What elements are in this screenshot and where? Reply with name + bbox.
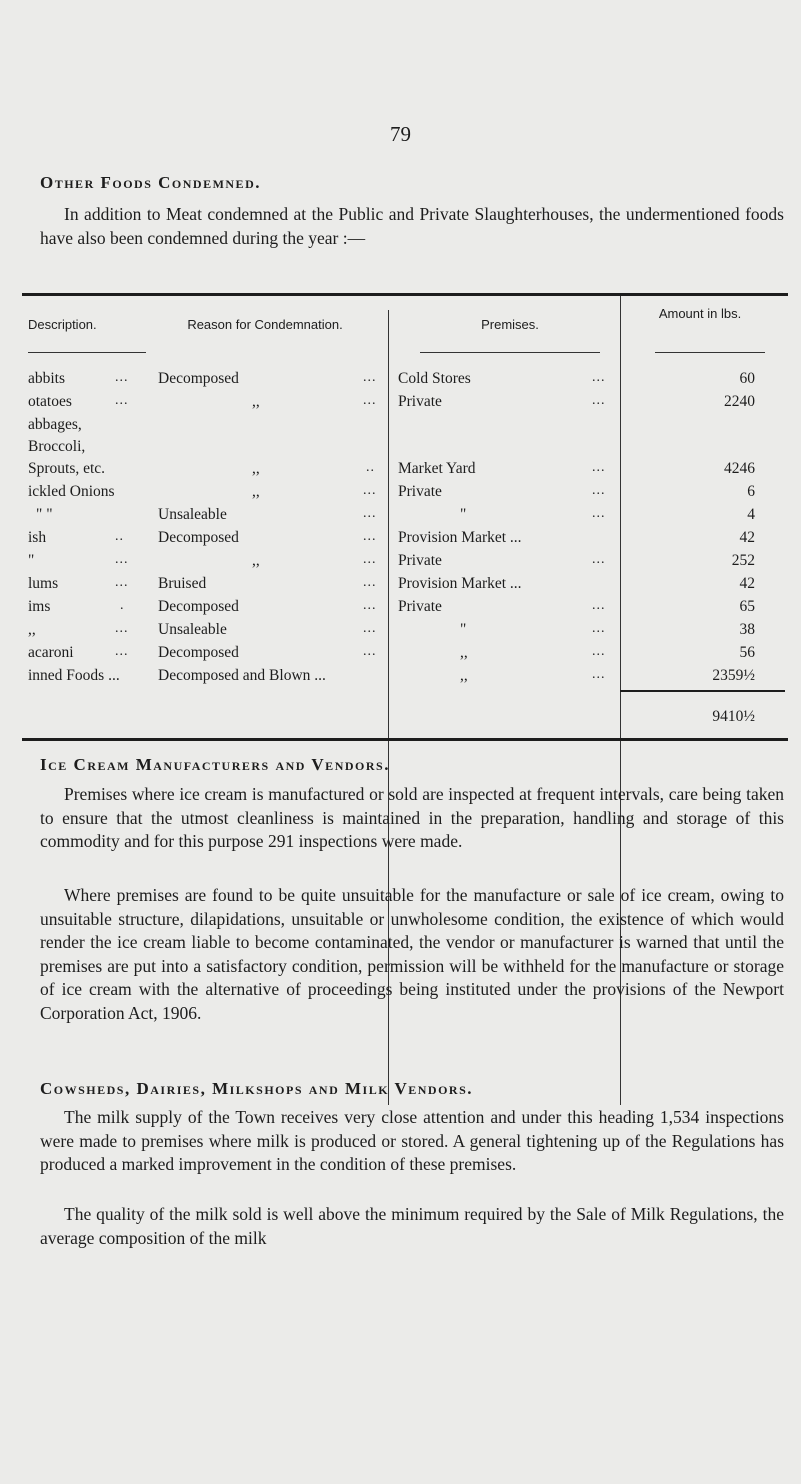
- table-row-amount: 6: [747, 483, 755, 500]
- table-row-reason: ,,: [252, 460, 260, 477]
- table-total: 9410½: [712, 708, 755, 725]
- table-row-reason: ,,: [252, 483, 260, 500]
- leader-dots: ...: [592, 393, 606, 408]
- total-rule: [620, 690, 785, 692]
- table-row-description: Sprouts, etc.: [28, 460, 106, 477]
- table-row-premises: ": [460, 621, 467, 638]
- header-reason: Reason for Condemnation.: [187, 317, 343, 332]
- header-description: Description.: [28, 317, 97, 332]
- table-row-description: lums: [28, 575, 59, 592]
- table-row-description: ims: [28, 598, 51, 615]
- table-row-reason: Decomposed and Blown ...: [158, 667, 326, 684]
- table-row-description: Broccoli,: [28, 438, 86, 455]
- table-row-reason: Decomposed: [158, 370, 239, 387]
- table-row-reason: Bruised: [158, 575, 207, 592]
- section-heading-other-foods: Other Foods Condemned.: [40, 173, 261, 192]
- table-row-premises: ,,: [460, 644, 468, 661]
- leader-dots: .: [120, 598, 125, 613]
- table-row-amount: 42: [739, 529, 755, 546]
- table-row-premises: ": [460, 506, 467, 523]
- leader-dots: ...: [592, 552, 606, 567]
- header-underline-description: [28, 352, 146, 353]
- table-row-description: abbits: [28, 370, 66, 387]
- table-row-premises: Market Yard: [398, 460, 476, 477]
- table-row-premises: Private: [398, 483, 442, 500]
- table-row-amount: 65: [739, 598, 755, 615]
- table-top-rule: [22, 293, 788, 296]
- leader-dots: ...: [592, 483, 606, 498]
- leader-dots: ...: [115, 370, 129, 385]
- table-row-amount: 4: [747, 506, 755, 523]
- table-row-description: inned Foods ...: [28, 667, 120, 684]
- table-row-premises: Private: [398, 552, 442, 569]
- table-row-premises: Cold Stores: [398, 370, 471, 387]
- leader-dots: ...: [363, 483, 377, 498]
- table-row-reason: Decomposed: [158, 529, 239, 546]
- leader-dots: ...: [363, 552, 377, 567]
- table-row-amount: 2359½: [712, 667, 755, 684]
- header-underline-amount: [655, 352, 765, 353]
- table-row-amount: 56: [739, 644, 755, 661]
- table-row-description: ish: [28, 529, 47, 546]
- table-row-amount: 4246: [724, 460, 755, 477]
- section-heading-cowsheds: Cowsheds, Dairies, Milkshops and Milk Vendors.: [40, 1079, 474, 1098]
- table-row-reason: ,,: [252, 552, 260, 569]
- header-amount: Amount in lbs.: [658, 306, 742, 321]
- leader-dots: ..: [115, 529, 124, 544]
- intro-paragraph: In addition to Meat condemned at the Public and Private Slaughterhouses, the undermentioned foods have also been condemned during the year :—: [40, 204, 784, 248]
- table-row-description: otatoes: [28, 393, 72, 410]
- leader-dots: ...: [363, 370, 377, 385]
- table-row-premises: Provision Market ...: [398, 575, 522, 592]
- leader-dots: ...: [115, 575, 129, 590]
- leader-dots: ...: [363, 506, 377, 521]
- leader-dots: ...: [363, 644, 377, 659]
- leader-dots: ...: [115, 393, 129, 408]
- leader-dots: ...: [363, 393, 377, 408]
- table-row-description: " ": [36, 506, 53, 523]
- header-underline-premises: [420, 352, 600, 353]
- table-row-reason: Unsaleable: [158, 621, 227, 638]
- leader-dots: ...: [363, 575, 377, 590]
- leader-dots: ...: [592, 667, 606, 682]
- leader-dots: ...: [592, 621, 606, 636]
- table-row-amount: 38: [739, 621, 755, 638]
- table-row-amount: 42: [739, 575, 755, 592]
- leader-dots: ...: [592, 644, 606, 659]
- table-row-amount: 252: [731, 552, 755, 569]
- table-row-description: ": [28, 552, 35, 569]
- table-bottom-rule: [22, 738, 788, 741]
- table-row-description: acaroni: [28, 644, 74, 661]
- leader-dots: ...: [363, 529, 377, 544]
- ice-cream-paragraph-1: Premises where ice cream is manufactured or sold are inspected at frequent intervals, care being taken to ensure that the utmost cleanliness is maintained in the preparation, handling and storage of this commodity and for this purpose 291 inspections were made.: [40, 784, 784, 851]
- table-row-reason: Decomposed: [158, 598, 239, 615]
- leader-dots: ...: [115, 552, 129, 567]
- leader-dots: ...: [592, 598, 606, 613]
- header-premises: Premises.: [481, 317, 539, 332]
- table-row-description: ickled Onions: [28, 483, 115, 500]
- leader-dots: ...: [363, 621, 377, 636]
- table-row-reason: ,,: [252, 393, 260, 410]
- leader-dots: ...: [592, 460, 606, 475]
- section-heading-ice-cream: Ice Cream Manufacturers and Vendors.: [40, 755, 390, 774]
- table-row-reason: Unsaleable: [158, 506, 227, 523]
- ice-cream-paragraph-2: Where premises are found to be quite unsuitable for the manufacture or sale of ice cream, owing to unsuitable structure, dilapidations, unsuitable or unwholesome condition, the existence of which would render the ice cream liable to become contaminated, the vendor or manufacturer is warned that until the premises are put into a satisfactory condition, permission will be withheld for the manufacture or storage of ice cream with the alternative of proceedings being instituted under the provisions of the Newport Corporation Act, 1906.: [40, 885, 784, 1023]
- table-row-description: ,,: [28, 621, 36, 638]
- leader-dots: ...: [115, 621, 129, 636]
- cowsheds-paragraph-1: The milk supply of the Town receives very close attention and under this heading 1,534 inspections were made to premises where milk is produced or stored. A general tightening up of the Regulations has produced a marked improvement in the condition of these premises.: [40, 1107, 784, 1174]
- leader-dots: ..: [366, 460, 375, 475]
- table-row-description: abbages,: [28, 416, 82, 433]
- leader-dots: ...: [363, 598, 377, 613]
- table-row-premises: Private: [398, 598, 442, 615]
- table-row-reason: Decomposed: [158, 644, 239, 661]
- table-row-premises: Private: [398, 393, 442, 410]
- leader-dots: ...: [592, 506, 606, 521]
- leader-dots: ...: [115, 644, 129, 659]
- table-row-amount: 60: [739, 370, 755, 387]
- table-row-premises: Provision Market ...: [398, 529, 522, 546]
- table-row-premises: ,,: [460, 667, 468, 684]
- cowsheds-paragraph-2: The quality of the milk sold is well above the minimum required by the Sale of Milk Regulations, the average composition of the milk: [40, 1204, 784, 1248]
- leader-dots: ...: [592, 370, 606, 385]
- page-number: 79: [390, 122, 411, 146]
- table-row-amount: 2240: [724, 393, 755, 410]
